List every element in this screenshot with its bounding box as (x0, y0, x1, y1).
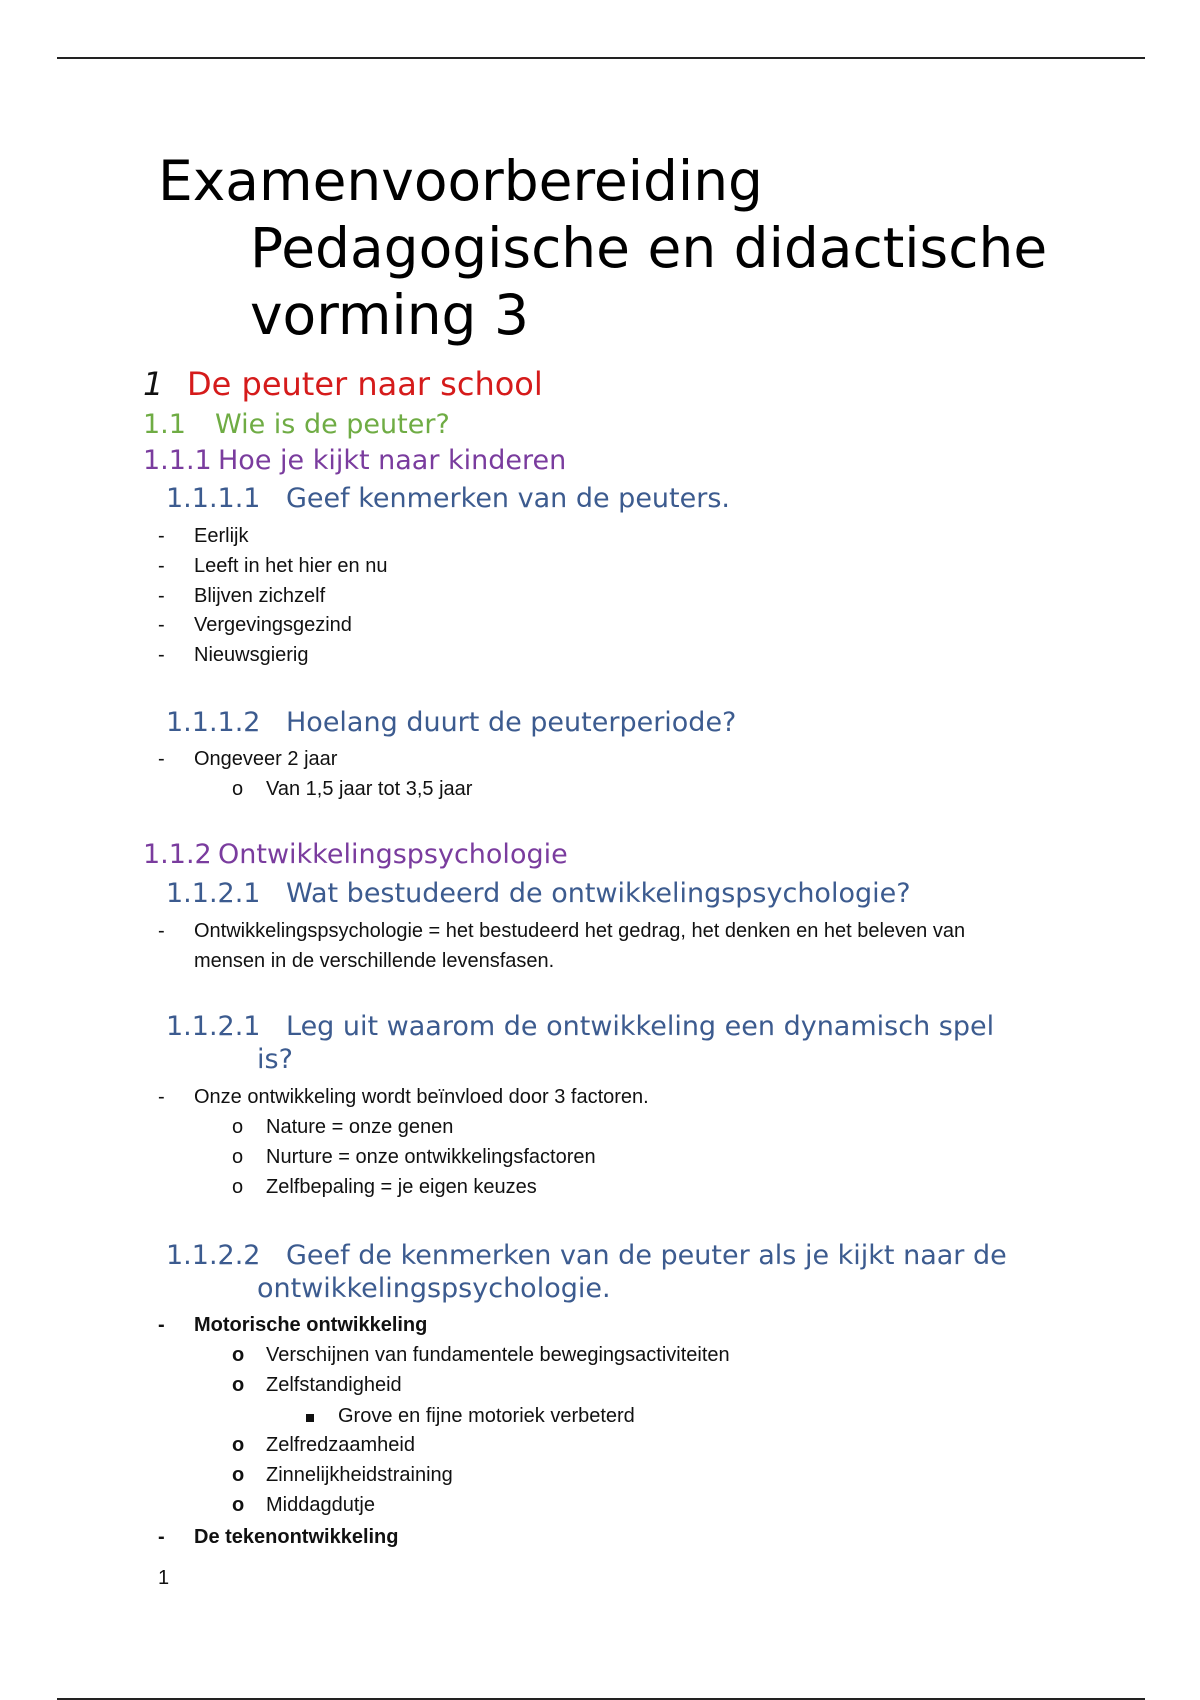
sub-list-item: o Verschijnen van fundamentele bewegingsactiviteiten (232, 1340, 1132, 1370)
list-item: - Ongeveer 2 jaar (158, 744, 1058, 774)
heading-4-bestudeerd (166, 877, 1066, 910)
heading-text-continued: ontwikkelingspsychologie. (257, 1273, 611, 1304)
heading-number: 1.1.2.2 (166, 1240, 261, 1271)
page-number: 1 (158, 1567, 170, 1589)
heading-text-continued: is? (257, 1044, 293, 1075)
heading-4-kenmerken (166, 482, 1066, 515)
circle-bullet: o (232, 1494, 245, 1516)
dash-bullet: - (158, 585, 165, 607)
heading-number: 1.1.2.1 (166, 1011, 261, 1042)
list-item: - De tekenontwikkeling (158, 1522, 1058, 1552)
dash-bullet: - (158, 1526, 165, 1548)
sub-list-item: o Zelfredzaamheid (232, 1430, 1132, 1460)
heading-text: Wie is de peuter? (215, 409, 450, 440)
list-item: - Vergevingsgezind (158, 610, 1058, 640)
heading-4-peuterperiode (166, 706, 1066, 739)
square-bullet (304, 1401, 324, 1431)
dash-bullet: - (158, 748, 165, 770)
circle-bullet: o (232, 1176, 244, 1198)
sub-list-item: o Van 1,5 jaar tot 3,5 jaar (232, 774, 1132, 804)
heading-number: 1.1.2.1 (166, 878, 261, 909)
list-item: - Ontwikkelingspsychologie = het bestudeerd het gedrag, het denken en het beleven van mensen in de verschillende levensfasen. (158, 916, 1058, 976)
list-item: - Leeft in het hier en nu (158, 551, 1058, 581)
heading-1 (143, 365, 543, 403)
heading-3-kijken (143, 445, 566, 476)
dash-bullet: - (158, 555, 165, 577)
circle-bullet: o (232, 1374, 245, 1396)
heading-number: 1.1.2 (143, 839, 212, 870)
sub-list-item: o Nurture = onze ontwikkelingsfactoren (232, 1142, 1132, 1172)
circle-bullet: o (232, 1464, 245, 1486)
sub-list-item: o Zelfbepaling = je eigen keuzes (232, 1172, 1132, 1202)
sub-list-item: o Zelfstandigheid (232, 1370, 1132, 1400)
sub-sub-list-item: Grove en fijne motoriek verbeterd (304, 1401, 1200, 1431)
heading-2 (143, 409, 450, 440)
heading-text: Ontwikkelingspsychologie (218, 839, 568, 870)
heading-text: Hoelang duurt de peuterperiode? (286, 707, 737, 738)
heading-number: 1.1.1.2 (166, 707, 261, 738)
sub-list-item: o Middagdutje (232, 1490, 1132, 1520)
heading-text: Leg uit waarom de ontwikkeling een dynamisch spel (286, 1011, 995, 1042)
heading-4-dynamisch-spel (166, 1010, 1066, 1076)
dash-bullet: - (158, 614, 165, 636)
dash-bullet: - (158, 920, 165, 942)
dash-bullet: - (158, 1314, 165, 1336)
heading-number: 1.1 (143, 409, 186, 440)
sub-list-item: o Nature = onze genen (232, 1112, 1132, 1142)
title-line-1: Examenvoorbereiding (158, 149, 763, 213)
heading-4-kenmerken-ontwikkelingspsychologie (166, 1239, 1066, 1305)
heading-text: De peuter naar school (187, 365, 543, 403)
heading-text: Hoe je kijkt naar kinderen (218, 445, 567, 476)
list-item: - Onze ontwikkeling wordt beïnvloed door 3 factoren. (158, 1082, 1058, 1112)
heading-number: 1.1.1 (143, 445, 212, 476)
dash-bullet: - (158, 644, 165, 666)
heading-text: Geef de kenmerken van de peuter als je kijkt naar de (286, 1240, 1007, 1271)
heading-number: 1 (143, 365, 164, 403)
dash-bullet: - (158, 1086, 165, 1108)
dash-bullet: - (158, 525, 165, 547)
circle-bullet: o (232, 1116, 244, 1138)
top-rule (57, 57, 1145, 59)
title-line-3: vorming 3 (250, 283, 529, 347)
list-item: - Eerlijk (158, 521, 1058, 551)
list-item: - Motorische ontwikkeling (158, 1310, 1058, 1340)
heading-text: Geef kenmerken van de peuters. (286, 483, 730, 514)
heading-3-ontwikkelingspsychologie (143, 839, 568, 870)
list-item: - Nieuwsgierig (158, 640, 1058, 670)
title-line-2: Pedagogische en didactische (250, 216, 1048, 280)
list-item: - Blijven zichzelf (158, 581, 1058, 611)
document-title (158, 148, 1098, 349)
circle-bullet: o (232, 1344, 245, 1366)
heading-text: Wat bestudeerd de ontwikkelingspsychologie? (286, 878, 911, 909)
sub-list-item: o Zinnelijkheidstraining (232, 1460, 1132, 1490)
circle-bullet: o (232, 1434, 245, 1456)
heading-number: 1.1.1.1 (166, 483, 261, 514)
circle-bullet: o (232, 1146, 244, 1168)
circle-bullet: o (232, 778, 244, 800)
